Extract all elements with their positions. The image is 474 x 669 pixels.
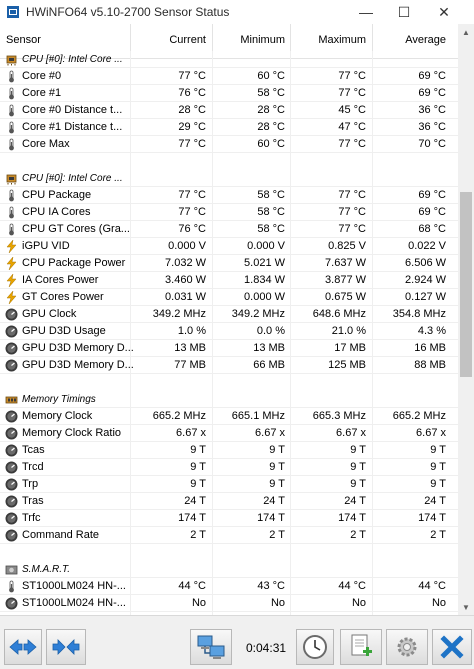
value-maximum: 77 °C [338,189,366,201]
sensor-row[interactable] [0,306,458,323]
thermometer-icon [5,138,18,151]
close-window-button[interactable]: ✕ [438,3,450,20]
sensor-name: GPU D3D Usage [22,325,106,337]
value-minimum: 60 °C [257,138,285,150]
value-minimum: 58 °C [257,206,285,218]
value-average: 69 °C [418,70,446,82]
sensor-name: Memory Clock [22,410,93,422]
sensor-group-name: CPU [#0]: Intel Core ... [22,173,123,184]
sensor-name: ST1000LM024 HN-... [22,597,126,609]
elapsed-time: 0:04:31 [246,641,287,655]
value-maximum: 9 T [350,444,366,456]
sensor-row[interactable] [0,238,458,255]
gear-icon [394,634,420,660]
value-maximum: No [351,597,366,609]
value-minimum: 349.2 MHz [231,308,285,320]
gauge-icon [5,529,18,542]
value-current: 174 T [178,512,206,524]
value-current: 1.0 % [177,325,206,337]
gauge-icon [5,444,18,457]
sensor-name: Core #0 [22,70,62,82]
gauge-icon [5,410,18,423]
clock-icon [302,634,328,660]
thermometer-icon [5,104,18,117]
value-maximum: 0.825 V [328,240,366,252]
sensor-row[interactable] [0,425,458,442]
value-current: 3.460 W [165,274,206,286]
value-maximum: 648.6 MHz [312,308,366,320]
sensor-list[interactable] [0,51,458,615]
sensor-row[interactable] [0,204,458,221]
value-average: 9 T [430,461,446,473]
value-maximum: 125 MB [328,359,366,371]
sensor-name: Memory Clock Ratio [22,427,122,439]
expand-arrows-icon [8,636,38,658]
gauge-icon [5,512,18,525]
memory-chip-icon [5,393,18,406]
gauge-icon [5,342,18,355]
sensor-name: Core #1 Distance t... [22,121,123,133]
close-x-icon [439,634,465,660]
value-maximum: 2 T [350,529,366,541]
gauge-icon [5,495,18,508]
gauge-icon [5,597,18,610]
value-minimum: 6.67 x [255,427,285,439]
column-header-sensor[interactable]: Sensor [6,34,41,46]
sensor-name: Core Max [22,138,70,150]
value-current: 76 °C [178,87,206,99]
sensor-row[interactable] [0,323,458,340]
value-maximum: 21.0 % [331,325,366,337]
sensor-row[interactable] [0,187,458,204]
sensor-name: GPU D3D Memory D... [22,359,134,371]
value-average: 88 MB [414,359,446,371]
value-average: 69 °C [418,189,446,201]
sensor-group-row[interactable] [0,170,458,187]
value-maximum: 77 °C [338,87,366,99]
sensor-row[interactable] [0,476,458,493]
sensor-name: Trfc [22,512,41,524]
sensor-group-row[interactable] [0,561,458,578]
collapse-arrows-icon [51,636,81,658]
add-log-icon [348,633,374,661]
value-current: 349.2 MHz [152,308,206,320]
value-current: 77 °C [178,206,206,218]
sensor-row[interactable] [0,357,458,374]
thermometer-icon [5,70,18,83]
value-average: 69 °C [418,87,446,99]
cpu-chip-icon [5,53,18,66]
sensor-row[interactable] [0,272,458,289]
sensor-name: ST1000LM024 HN-... [22,580,126,592]
sensor-name: GT Cores Power [22,291,104,303]
value-current: 28 °C [178,104,206,116]
scroll-up-arrow-icon[interactable]: ▲ [462,27,470,37]
value-minimum: 24 T [263,495,285,507]
value-maximum: 44 °C [338,580,366,592]
value-minimum: 9 T [269,478,285,490]
sensor-row[interactable] [0,102,458,119]
gauge-icon [5,325,18,338]
gauge-icon [5,359,18,372]
sensor-name: Tras [22,495,44,507]
sensor-row[interactable] [0,595,458,612]
expand-columns-button[interactable] [4,629,42,665]
sensor-row[interactable] [0,289,458,306]
value-current: 77 °C [178,70,206,82]
value-average: 2.924 W [405,274,446,286]
gauge-icon [5,308,18,321]
network-sensors-button[interactable] [190,629,232,665]
bottom-toolbar [0,615,474,669]
sensor-row[interactable] [0,459,458,476]
value-minimum: 174 T [257,512,285,524]
thermometer-icon [5,87,18,100]
sensor-group-name: Memory Timings [22,394,96,405]
thermometer-icon [5,121,18,134]
value-average: 36 °C [418,121,446,133]
thermometer-icon [5,223,18,236]
value-maximum: 77 °C [338,206,366,218]
minimize-button[interactable]: — [359,4,373,20]
value-average: 2 T [430,529,446,541]
value-maximum: 9 T [350,478,366,490]
sensor-row[interactable] [0,340,458,357]
sensor-name: iGPU VID [22,240,70,252]
reset-timer-button[interactable] [296,629,334,665]
hwinfo-app-icon [6,5,20,19]
thermometer-icon [5,189,18,202]
value-minimum: 9 T [269,461,285,473]
value-maximum: 0.675 W [325,291,366,303]
sensor-name: CPU Package [22,189,92,201]
sensor-row[interactable] [0,119,458,136]
sensor-group-row[interactable] [0,391,458,408]
sensor-name: Trp [22,478,39,490]
value-current: 13 MB [174,342,206,354]
value-average: 0.127 W [405,291,446,303]
window-title: HWiNFO64 v5.10-2700 Sensor Status [26,5,230,19]
value-maximum: 174 T [338,512,366,524]
value-current: 6.67 x [176,427,206,439]
sensor-group-name: S.M.A.R.T. [22,564,70,575]
sensor-row[interactable] [0,493,458,510]
value-current: 9 T [190,461,206,473]
lightning-icon [5,274,18,287]
value-minimum: No [270,597,285,609]
value-minimum: 60 °C [257,70,285,82]
sensor-row[interactable] [0,408,458,425]
cpu-chip-icon [5,172,18,185]
value-current: 2 T [190,529,206,541]
value-minimum: 9 T [269,444,285,456]
sensor-row[interactable] [0,85,458,102]
blank-row [0,153,458,170]
sensor-row[interactable] [0,255,458,272]
sensor-name: GPU D3D Memory D... [22,342,134,354]
sensor-name: IA Cores Power [22,274,99,286]
value-average: 68 °C [418,223,446,235]
value-maximum: 24 T [344,495,366,507]
scroll-down-arrow-icon[interactable]: ▼ [462,602,470,612]
value-minimum: 2 T [269,529,285,541]
value-average: 0.022 V [408,240,446,252]
value-current: 77 MB [174,359,206,371]
value-maximum: 3.877 W [325,274,366,286]
sensor-name: CPU GT Cores (Gra... [22,223,130,235]
value-maximum: 17 MB [334,342,366,354]
title-bar [0,0,474,25]
value-minimum: 58 °C [257,87,285,99]
value-average: 6.506 W [405,257,446,269]
lightning-icon [5,291,18,304]
thermometer-icon [5,580,18,593]
logging-button[interactable] [340,629,382,665]
sensor-row[interactable] [0,578,458,595]
value-maximum: 665.3 MHz [312,410,366,422]
sensor-name: Command Rate [22,529,100,541]
gauge-icon [5,427,18,440]
value-average: 174 T [418,512,446,524]
sensor-row[interactable] [0,136,458,153]
value-maximum: 45 °C [338,104,366,116]
column-header-minimum[interactable]: Minimum [240,34,285,46]
scrollbar-thumb[interactable] [460,192,472,377]
drive-icon [5,563,18,576]
sensor-row[interactable] [0,68,458,85]
value-maximum: 47 °C [338,121,366,133]
value-average: 9 T [430,478,446,490]
value-average: 6.67 x [416,427,446,439]
value-average: 665.2 MHz [392,410,446,422]
value-average: 354.8 MHz [392,308,446,320]
value-maximum: 9 T [350,461,366,473]
sensor-group-row[interactable] [0,51,458,68]
value-maximum: 77 °C [338,138,366,150]
blank-row [0,374,458,391]
value-current: 77 °C [178,189,206,201]
value-average: 36 °C [418,104,446,116]
value-average: 16 MB [414,342,446,354]
value-minimum: 1.834 W [244,274,285,286]
value-minimum: 28 °C [257,121,285,133]
sensor-row[interactable] [0,221,458,238]
value-minimum: 665.1 MHz [231,410,285,422]
collapse-columns-button[interactable] [46,629,86,665]
thermometer-icon [5,206,18,219]
value-maximum: 7.637 W [325,257,366,269]
value-minimum: 0.0 % [256,325,285,337]
settings-button[interactable] [386,629,428,665]
value-average: 70 °C [418,138,446,150]
lightning-icon [5,257,18,270]
value-maximum: 77 °C [338,70,366,82]
value-current: 24 T [184,495,206,507]
row-divider [0,611,458,612]
value-average: 9 T [430,444,446,456]
close-sensors-button[interactable] [432,629,472,665]
sensor-row[interactable] [0,510,458,527]
blank-row [0,544,458,561]
value-maximum: 77 °C [338,223,366,235]
value-maximum: 6.67 x [336,427,366,439]
lightning-icon [5,240,18,253]
value-current: 665.2 MHz [152,410,206,422]
value-minimum: 13 MB [253,342,285,354]
value-current: 9 T [190,444,206,456]
column-header-current[interactable]: Current [169,34,206,46]
value-current: 76 °C [178,223,206,235]
gauge-icon [5,461,18,474]
value-minimum: 0.000 W [244,291,285,303]
value-minimum: 28 °C [257,104,285,116]
value-minimum: 43 °C [257,580,285,592]
value-average: 44 °C [418,580,446,592]
sensor-name: CPU IA Cores [22,206,91,218]
vertical-scrollbar[interactable] [458,24,474,615]
value-average: 24 T [424,495,446,507]
value-current: 0.000 V [168,240,206,252]
maximize-button[interactable]: ☐ [397,3,411,20]
sensor-name: CPU Package Power [22,257,126,269]
sensor-name: Core #1 [22,87,62,99]
value-current: No [191,597,206,609]
value-minimum: 5.021 W [244,257,285,269]
value-minimum: 66 MB [253,359,285,371]
sensor-name: Tcas [22,444,45,456]
sensor-name: GPU Clock [22,308,77,320]
value-current: 7.032 W [165,257,206,269]
sensor-row[interactable] [0,527,458,544]
value-current: 0.031 W [165,291,206,303]
sensor-name: Trcd [22,461,44,473]
gauge-icon [5,478,18,491]
value-average: 4.3 % [417,325,446,337]
sensor-group-name: CPU [#0]: Intel Core ... [22,54,123,65]
value-current: 9 T [190,478,206,490]
value-current: 44 °C [178,580,206,592]
value-current: 77 °C [178,138,206,150]
network-computers-icon [195,633,227,661]
column-header-maximum[interactable]: Maximum [318,34,366,46]
value-current: 29 °C [178,121,206,133]
value-minimum: 58 °C [257,189,285,201]
value-minimum: 0.000 V [247,240,285,252]
value-average: No [431,597,446,609]
sensor-name: Core #0 Distance t... [22,104,123,116]
value-average: 69 °C [418,206,446,218]
column-header-average[interactable]: Average [405,34,446,46]
value-minimum: 58 °C [257,223,285,235]
sensor-row[interactable] [0,442,458,459]
